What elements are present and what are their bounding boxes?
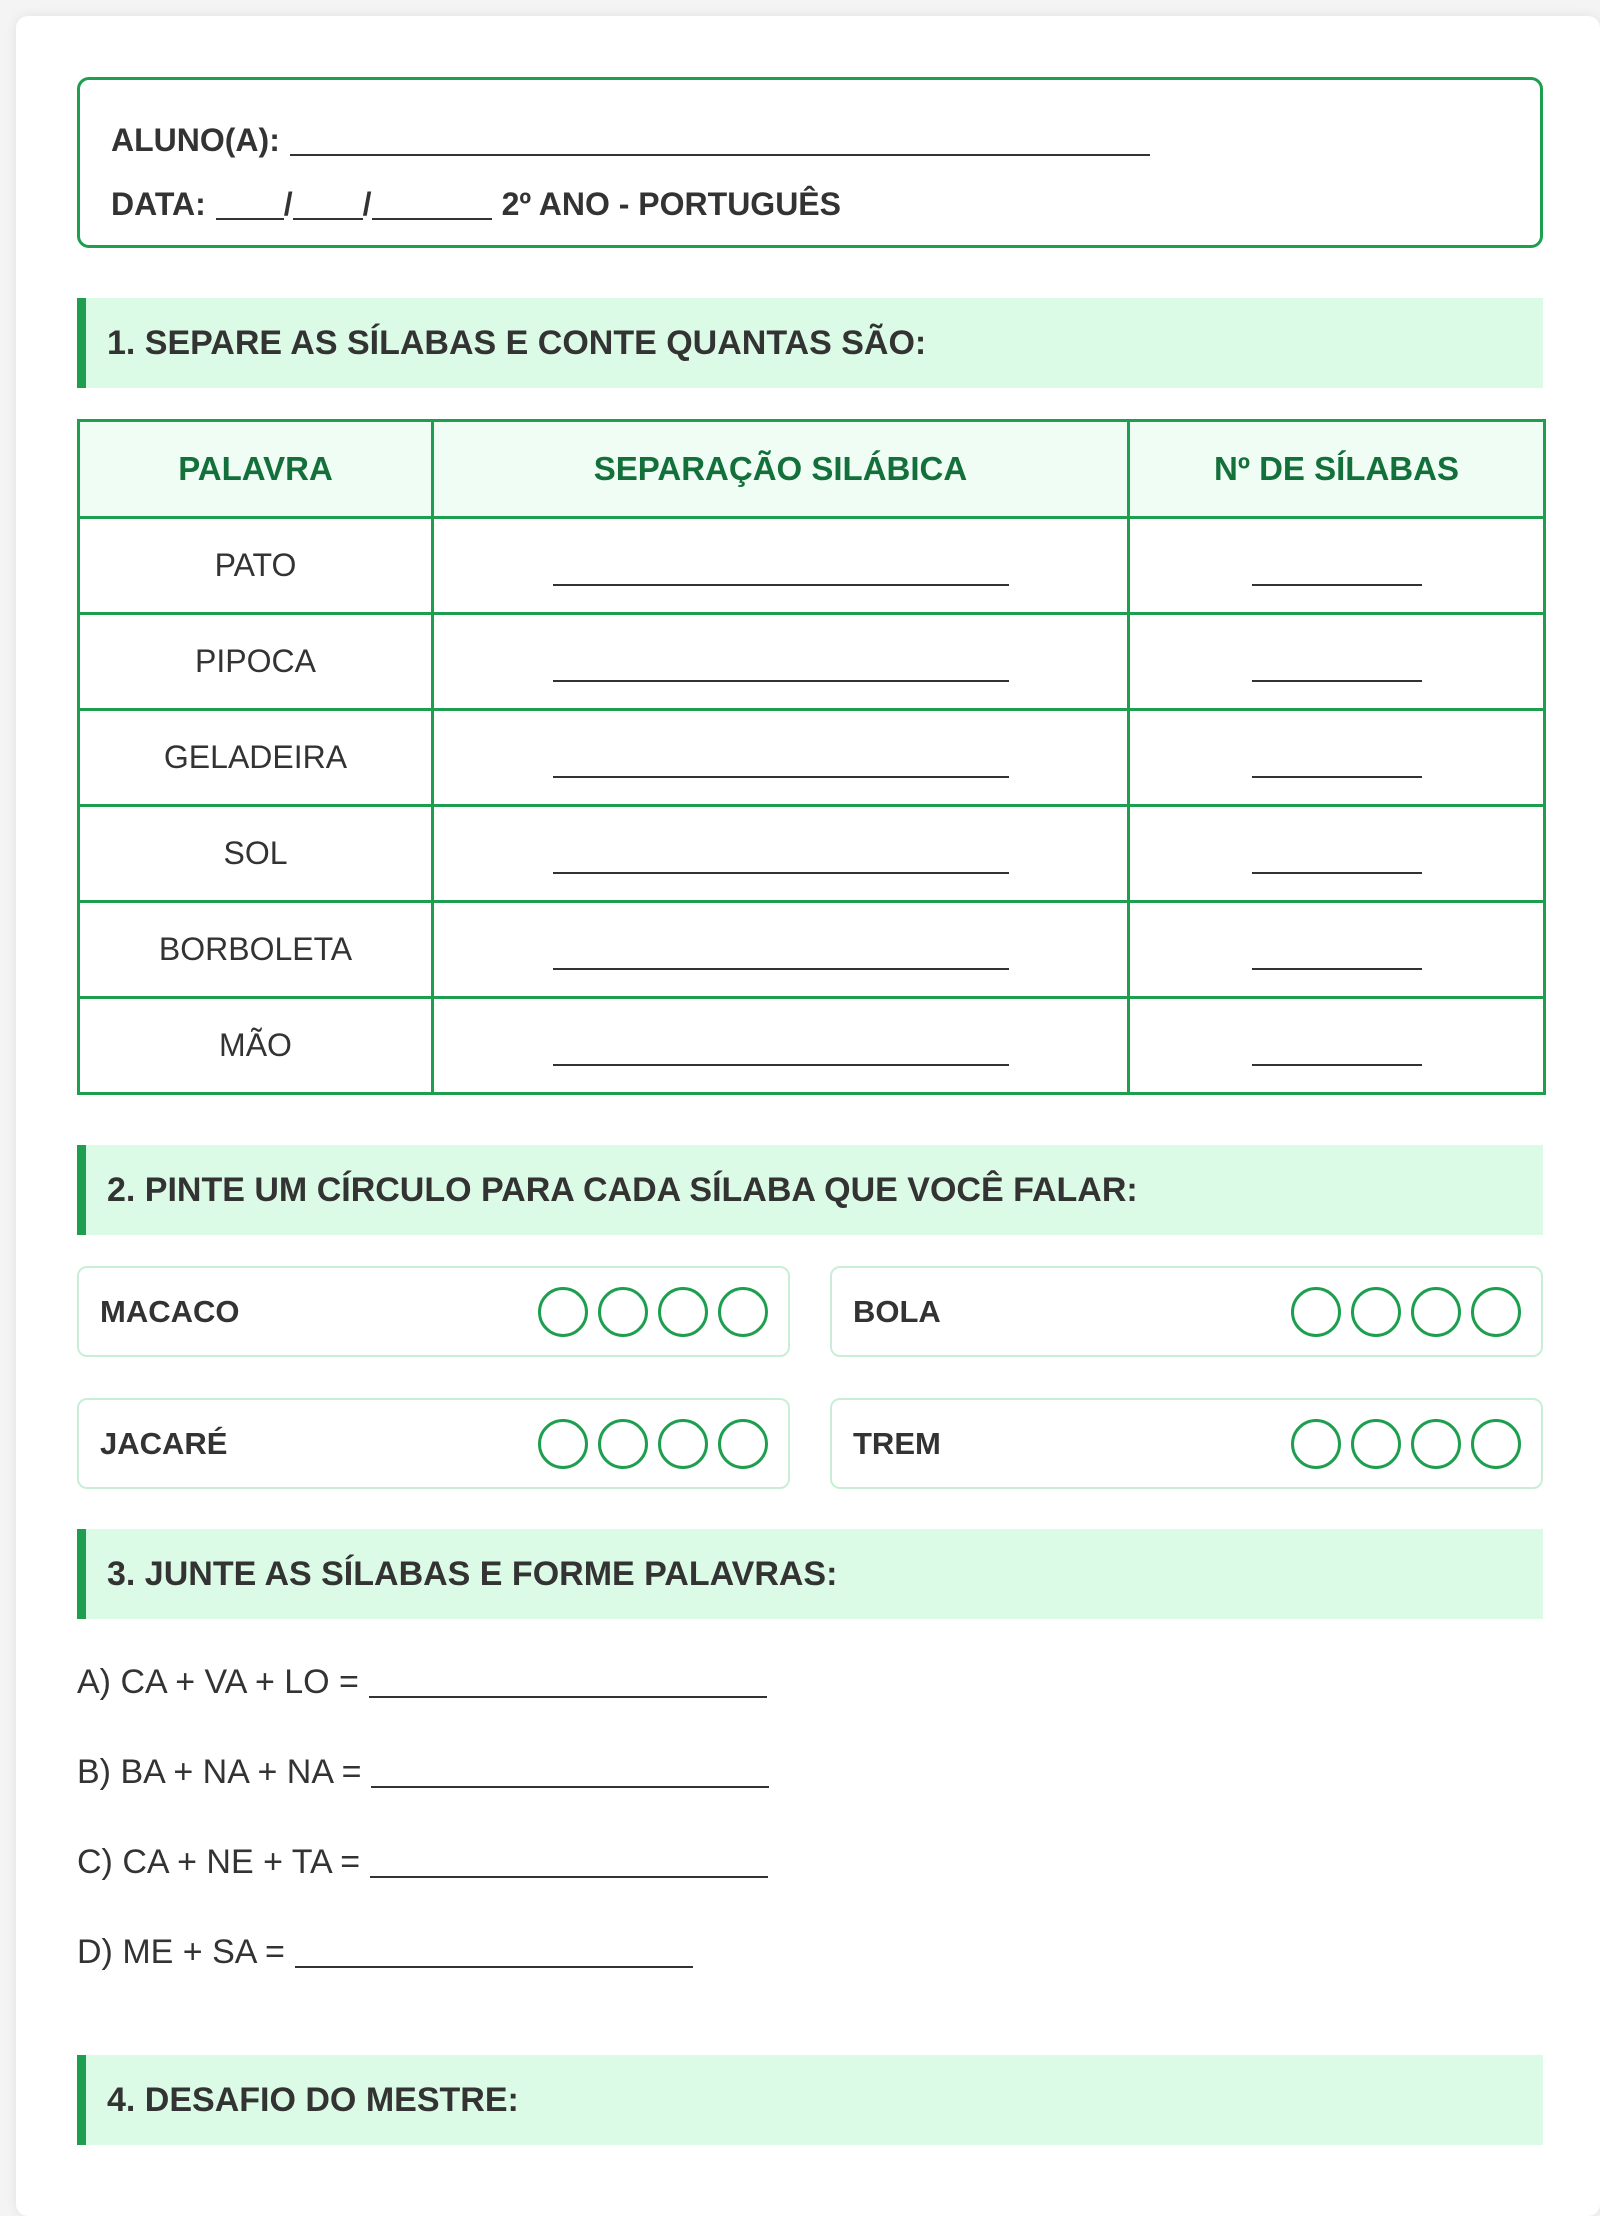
table-row bbox=[79, 806, 1545, 902]
syllable-circle[interactable] bbox=[1411, 1287, 1461, 1337]
separation-blank[interactable] bbox=[553, 1038, 1009, 1066]
student-name-blank[interactable] bbox=[290, 124, 1150, 156]
join-item-text: B) BA + NA + NA = bbox=[77, 1752, 362, 1791]
date-separator: / bbox=[283, 185, 293, 222]
separation-cell bbox=[433, 998, 1129, 1094]
join-answer-blank[interactable] bbox=[369, 1666, 767, 1698]
syllable-circle[interactable] bbox=[1291, 1287, 1341, 1337]
separation-blank[interactable] bbox=[553, 846, 1009, 874]
date-day-blank[interactable] bbox=[216, 188, 284, 220]
separation-blank[interactable] bbox=[553, 654, 1009, 682]
word-cell: PIPOCA bbox=[79, 614, 433, 710]
circle-card-word: BOLA bbox=[853, 1293, 941, 1329]
circle-card bbox=[830, 1266, 1543, 1357]
join-answer-blank[interactable] bbox=[295, 1936, 693, 1968]
table-row bbox=[79, 614, 1545, 710]
join-answer-blank[interactable] bbox=[370, 1846, 768, 1878]
student-info-box bbox=[77, 77, 1543, 248]
count-blank[interactable] bbox=[1252, 750, 1422, 778]
syllable-circle-grid bbox=[77, 1266, 1543, 1489]
word-cell: GELADEIRA bbox=[79, 710, 433, 806]
word-cell: PATO bbox=[79, 518, 433, 614]
join-answer-blank[interactable] bbox=[371, 1756, 769, 1788]
section-1-title: 1. SEPARE AS SÍLABAS E CONTE QUANTAS SÃO: bbox=[77, 298, 1543, 388]
student-label: ALUNO(A): bbox=[111, 121, 280, 158]
circle-card-word: MACACO bbox=[100, 1293, 240, 1329]
join-item-text: A) CA + VA + LO = bbox=[77, 1662, 359, 1701]
column-header-word: PALAVRA bbox=[79, 421, 433, 518]
table-row bbox=[79, 902, 1545, 998]
syllable-circle[interactable] bbox=[718, 1419, 768, 1469]
join-item bbox=[77, 1907, 1543, 1997]
count-blank[interactable] bbox=[1252, 942, 1422, 970]
table-row bbox=[79, 710, 1545, 806]
join-item-text: C) CA + NE + TA = bbox=[77, 1842, 361, 1881]
separation-blank[interactable] bbox=[553, 750, 1009, 778]
syllable-circle[interactable] bbox=[538, 1287, 588, 1337]
syllable-circle[interactable] bbox=[1411, 1419, 1461, 1469]
syllable-circle[interactable] bbox=[1351, 1287, 1401, 1337]
count-blank[interactable] bbox=[1252, 846, 1422, 874]
word-cell: SOL bbox=[79, 806, 433, 902]
count-cell bbox=[1129, 614, 1545, 710]
separation-cell bbox=[433, 518, 1129, 614]
circle-card bbox=[77, 1398, 790, 1489]
grade-subject: 2º ANO - PORTUGUÊS bbox=[501, 185, 841, 222]
student-name-row bbox=[111, 108, 1509, 172]
count-cell bbox=[1129, 902, 1545, 998]
worksheet-page bbox=[16, 16, 1600, 2216]
word-cell: MÃO bbox=[79, 998, 433, 1094]
syllable-circle[interactable] bbox=[1291, 1419, 1341, 1469]
join-item bbox=[77, 1637, 1543, 1727]
syllable-table bbox=[77, 419, 1546, 1095]
syllable-circle[interactable] bbox=[658, 1419, 708, 1469]
separation-cell bbox=[433, 806, 1129, 902]
circle-group bbox=[1291, 1287, 1521, 1337]
join-item-text: D) ME + SA = bbox=[77, 1932, 285, 1971]
separation-cell bbox=[433, 710, 1129, 806]
syllable-circle[interactable] bbox=[658, 1287, 708, 1337]
count-cell bbox=[1129, 806, 1545, 902]
circle-card-word: JACARÉ bbox=[100, 1425, 228, 1461]
worksheet-content bbox=[77, 77, 1543, 2145]
syllable-circle[interactable] bbox=[1471, 1287, 1521, 1337]
count-blank[interactable] bbox=[1252, 558, 1422, 586]
column-header-count: Nº DE SÍLABAS bbox=[1129, 421, 1545, 518]
count-blank[interactable] bbox=[1252, 654, 1422, 682]
section-3-title: 3. JUNTE AS SÍLABAS E FORME PALAVRAS: bbox=[77, 1529, 1543, 1619]
date-year-blank[interactable] bbox=[372, 188, 492, 220]
count-blank[interactable] bbox=[1252, 1038, 1422, 1066]
date-label: DATA: bbox=[111, 185, 206, 222]
column-header-separation: SEPARAÇÃO SILÁBICA bbox=[433, 421, 1129, 518]
date-separator: / bbox=[362, 185, 372, 222]
word-cell: BORBOLETA bbox=[79, 902, 433, 998]
separation-blank[interactable] bbox=[553, 942, 1009, 970]
join-item bbox=[77, 1727, 1543, 1817]
circle-group bbox=[538, 1287, 768, 1337]
separation-cell bbox=[433, 614, 1129, 710]
syllable-circle[interactable] bbox=[598, 1419, 648, 1469]
join-item bbox=[77, 1817, 1543, 1907]
date-month-blank[interactable] bbox=[293, 188, 363, 220]
table-row bbox=[79, 998, 1545, 1094]
circle-group bbox=[538, 1419, 768, 1469]
count-cell bbox=[1129, 710, 1545, 806]
circle-card bbox=[77, 1266, 790, 1357]
syllable-circle[interactable] bbox=[718, 1287, 768, 1337]
syllable-circle[interactable] bbox=[598, 1287, 648, 1337]
circle-group bbox=[1291, 1419, 1521, 1469]
syllable-circle[interactable] bbox=[1471, 1419, 1521, 1469]
date-row bbox=[111, 172, 1509, 236]
join-list bbox=[77, 1637, 1543, 1997]
separation-blank[interactable] bbox=[553, 558, 1009, 586]
count-cell bbox=[1129, 998, 1545, 1094]
syllable-circle[interactable] bbox=[1351, 1419, 1401, 1469]
section-2-title: 2. PINTE UM CÍRCULO PARA CADA SÍLABA QUE VOCÊ FALAR: bbox=[77, 1145, 1543, 1235]
section-4-title: 4. DESAFIO DO MESTRE: bbox=[77, 2055, 1543, 2145]
syllable-circle[interactable] bbox=[538, 1419, 588, 1469]
circle-card bbox=[830, 1398, 1543, 1489]
circle-card-word: TREM bbox=[853, 1425, 941, 1461]
table-header-row bbox=[79, 421, 1545, 518]
count-cell bbox=[1129, 518, 1545, 614]
separation-cell bbox=[433, 902, 1129, 998]
table-row bbox=[79, 518, 1545, 614]
